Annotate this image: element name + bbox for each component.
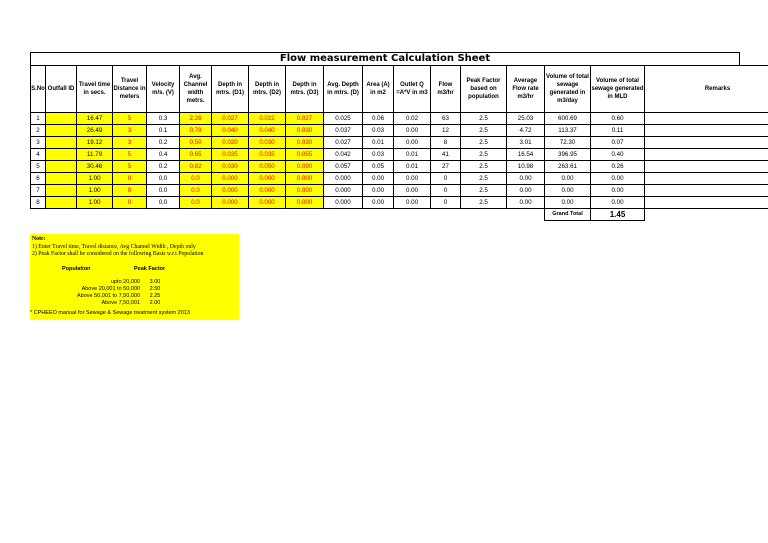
table-cell: 1 xyxy=(31,113,46,125)
table-cell xyxy=(645,173,768,185)
table-cell: 0.027 xyxy=(324,137,363,149)
population-header: Population xyxy=(62,266,91,272)
table-cell: 0.00 xyxy=(507,197,545,209)
column-header: Flow m3/hr xyxy=(431,66,461,113)
table-cell: 3 xyxy=(31,137,46,149)
note-line-2: 2) Peak Factor shall be considered on the following Basis w.r.t Population xyxy=(32,251,204,257)
table-cell[interactable]: 3 xyxy=(113,137,147,149)
empty-cell xyxy=(212,209,249,221)
empty-cell xyxy=(286,209,324,221)
table-cell[interactable]: 0.030 xyxy=(286,137,324,149)
table-cell: 0.4 xyxy=(147,149,180,161)
peak-factor-value: 2.00 xyxy=(149,300,161,306)
table-cell: 0.01 xyxy=(363,137,394,149)
flow-table xyxy=(30,65,768,221)
table-cell: 8 xyxy=(31,197,46,209)
table-cell: 0.11 xyxy=(591,125,645,137)
empty-cell xyxy=(147,209,180,221)
table-cell[interactable]: 0.0 xyxy=(180,173,212,185)
column-header: Area (A) in m2 xyxy=(363,66,394,113)
table-cell: 0.057 xyxy=(324,161,363,173)
table-cell: 2.5 xyxy=(461,137,507,149)
table-cell[interactable]: 5 xyxy=(113,161,147,173)
column-header: S.No xyxy=(31,66,46,113)
table-cell[interactable]: 1.00 xyxy=(77,173,113,185)
table-row xyxy=(31,197,768,209)
population-range: Above 20,001 to 50,000 xyxy=(81,286,140,292)
table-cell: 396.95 xyxy=(545,149,591,161)
table-cell[interactable]: 0.000 xyxy=(286,197,324,209)
table-row xyxy=(31,149,768,161)
table-cell[interactable]: 5 xyxy=(113,149,147,161)
table-cell: 0.40 xyxy=(591,149,645,161)
table-cell[interactable]: 0.000 xyxy=(249,185,286,197)
table-cell[interactable]: 0.000 xyxy=(249,173,286,185)
peak-factor-value: 2.25 xyxy=(149,293,161,299)
empty-cell xyxy=(645,209,768,221)
table-cell: 6 xyxy=(31,173,46,185)
table-row xyxy=(31,113,768,125)
sheet-title: Flow measurement Calculation Sheet xyxy=(30,52,740,66)
peak-factor-value: 2.50 xyxy=(149,286,161,292)
population-range: Above 50,001 to 7,50,000 xyxy=(77,293,140,299)
table-cell[interactable]: 0.040 xyxy=(249,125,286,137)
table-cell[interactable]: 1.00 xyxy=(77,197,113,209)
table-cell: 0.00 xyxy=(394,173,431,185)
column-header: Average Flow rate m3/hr xyxy=(507,66,545,113)
table-cell[interactable]: 0.030 xyxy=(249,137,286,149)
table-cell xyxy=(645,161,768,173)
column-header: Travel Distance in meters xyxy=(113,66,147,113)
table-cell: 0.01 xyxy=(394,149,431,161)
table-cell xyxy=(645,197,768,209)
table-cell xyxy=(645,125,768,137)
table-cell: 0.1 xyxy=(147,125,180,137)
table-cell: 600.69 xyxy=(545,113,591,125)
table-cell: 0.0 xyxy=(147,197,180,209)
table-cell[interactable] xyxy=(46,161,77,173)
table-cell: 0.3 xyxy=(147,113,180,125)
table-cell: 0.2 xyxy=(147,137,180,149)
table-cell[interactable]: 0.000 xyxy=(212,173,249,185)
column-header: Depth in mtrs. (D2) xyxy=(249,66,286,113)
table-cell: 0.00 xyxy=(545,185,591,197)
empty-cell xyxy=(180,209,212,221)
table-cell[interactable] xyxy=(46,173,77,185)
table-cell[interactable] xyxy=(46,125,77,137)
table-cell xyxy=(645,137,768,149)
population-range: Above 7,50,001 xyxy=(101,300,140,306)
table-cell: 0.2 xyxy=(147,161,180,173)
table-cell: 0.00 xyxy=(394,125,431,137)
table-cell[interactable]: 0.82 xyxy=(180,161,212,173)
table-cell: 27 xyxy=(431,161,461,173)
table-cell[interactable]: 0.000 xyxy=(286,173,324,185)
table-cell[interactable]: 0 xyxy=(113,185,147,197)
table-cell: 263.61 xyxy=(545,161,591,173)
empty-cell xyxy=(324,209,363,221)
table-cell: 2.5 xyxy=(461,113,507,125)
table-cell: 0.00 xyxy=(394,197,431,209)
table-cell: 0.00 xyxy=(507,185,545,197)
empty-cell xyxy=(249,209,286,221)
table-cell[interactable]: 0.0 xyxy=(180,185,212,197)
table-cell: 4.72 xyxy=(507,125,545,137)
table-cell[interactable] xyxy=(46,113,77,125)
table-cell: 0.00 xyxy=(591,173,645,185)
table-cell[interactable]: 0.000 xyxy=(212,197,249,209)
table-cell[interactable]: 0.030 xyxy=(212,161,249,173)
column-header: Velocity m/s. (V) xyxy=(147,66,180,113)
table-cell: 10.98 xyxy=(507,161,545,173)
table-cell: 0.0 xyxy=(147,173,180,185)
column-header: Volume of total sewage generated in m3/day xyxy=(545,66,591,113)
table-cell[interactable] xyxy=(46,197,77,209)
table-cell[interactable]: 0.035 xyxy=(249,149,286,161)
table-cell: 0.03 xyxy=(363,125,394,137)
grand-total-value: 1.45 xyxy=(591,209,645,221)
table-cell[interactable] xyxy=(46,149,77,161)
table-cell xyxy=(645,185,768,197)
column-header: Remarks xyxy=(645,66,768,113)
table-cell: 0 xyxy=(431,197,461,209)
table-cell: 8 xyxy=(431,137,461,149)
table-cell[interactable]: 0 xyxy=(113,197,147,209)
table-cell: 2.5 xyxy=(461,185,507,197)
table-cell: 0.00 xyxy=(394,185,431,197)
column-header: Outfall ID xyxy=(46,66,77,113)
table-cell[interactable]: 19.12 xyxy=(77,137,113,149)
table-cell[interactable] xyxy=(46,185,77,197)
table-cell: 2 xyxy=(31,125,46,137)
table-cell: 4 xyxy=(31,149,46,161)
table-cell[interactable]: 0.022 xyxy=(249,113,286,125)
table-cell: 0.0 xyxy=(147,185,180,197)
table-cell: 2.5 xyxy=(461,149,507,161)
table-row xyxy=(31,173,768,185)
column-header: Travel time in secs. xyxy=(77,66,113,113)
table-cell: 3.01 xyxy=(507,137,545,149)
table-cell: 113.37 xyxy=(545,125,591,137)
table-cell: 0.00 xyxy=(363,185,394,197)
empty-cell xyxy=(46,209,77,221)
grand-total-label: Grand Total xyxy=(545,209,591,221)
table-cell: 0.07 xyxy=(591,137,645,149)
empty-cell xyxy=(77,209,113,221)
table-row xyxy=(31,185,768,197)
table-cell[interactable]: 0.000 xyxy=(249,197,286,209)
table-cell[interactable]: 0.090 xyxy=(286,161,324,173)
table-cell[interactable]: 11.79 xyxy=(77,149,113,161)
empty-cell xyxy=(507,209,545,221)
table-cell: 5 xyxy=(31,161,46,173)
table-cell[interactable]: 0.79 xyxy=(180,125,212,137)
column-header: Depth in mtrs. (D1) xyxy=(212,66,249,113)
table-cell[interactable]: 0.000 xyxy=(212,185,249,197)
column-header: Peak Factor based on population xyxy=(461,66,507,113)
table-cell[interactable]: 26.49 xyxy=(77,125,113,137)
peak-factor-value: 3.00 xyxy=(149,279,161,285)
table-cell: 0.01 xyxy=(394,161,431,173)
column-header: Avg. Depth in mtrs. (D) xyxy=(324,66,363,113)
table-cell: 7 xyxy=(31,185,46,197)
note-title: Note: xyxy=(32,236,46,242)
table-cell[interactable]: 0.020 xyxy=(212,137,249,149)
empty-cell xyxy=(363,209,394,221)
table-cell: 0.00 xyxy=(363,197,394,209)
table-cell: 0 xyxy=(431,185,461,197)
table-cell: 72.30 xyxy=(545,137,591,149)
table-row xyxy=(31,125,768,137)
table-cell: 41 xyxy=(431,149,461,161)
table-cell: 0.03 xyxy=(363,149,394,161)
table-cell[interactable]: 0.030 xyxy=(286,125,324,137)
table-cell: 0.037 xyxy=(324,125,363,137)
table-cell xyxy=(645,149,768,161)
table-cell: 0.000 xyxy=(324,173,363,185)
table-cell[interactable] xyxy=(46,137,77,149)
column-header: Volume of total sewage generated in MLD xyxy=(591,66,645,113)
peak-factor-header: Peak Factor xyxy=(134,266,166,272)
grand-total-row xyxy=(31,209,768,221)
table-cell: 0.00 xyxy=(591,197,645,209)
table-cell[interactable]: 16.47 xyxy=(77,113,113,125)
table-cell: 0.00 xyxy=(363,173,394,185)
table-cell[interactable]: 30.46 xyxy=(77,161,113,173)
table-cell: 0.02 xyxy=(394,113,431,125)
table-cell[interactable]: 0.027 xyxy=(212,113,249,125)
table-cell xyxy=(645,113,768,125)
table-cell[interactable]: 5 xyxy=(113,113,147,125)
table-cell: 0.042 xyxy=(324,149,363,161)
table-cell: 0.00 xyxy=(545,197,591,209)
table-cell[interactable]: 1.00 xyxy=(77,185,113,197)
header-row xyxy=(31,66,768,113)
table-cell[interactable]: 0.050 xyxy=(249,161,286,173)
column-header: Outlet Q =A*V in m3 xyxy=(394,66,431,113)
table-cell: 2.5 xyxy=(461,161,507,173)
table-cell: 2.5 xyxy=(461,125,507,137)
table-cell[interactable]: 0 xyxy=(113,173,147,185)
table-cell[interactable]: 0.50 xyxy=(180,137,212,149)
table-cell: 0 xyxy=(431,173,461,185)
table-cell[interactable]: 0.000 xyxy=(286,185,324,197)
note-box xyxy=(30,234,239,320)
table-cell: 2.5 xyxy=(461,173,507,185)
table-row xyxy=(31,161,768,173)
table-cell: 63 xyxy=(431,113,461,125)
table-cell[interactable]: 0.027 xyxy=(286,113,324,125)
empty-cell xyxy=(461,209,507,221)
table-cell[interactable]: 0.65 xyxy=(180,149,212,161)
table-cell[interactable]: 0.040 xyxy=(212,125,249,137)
table-cell: 0.26 xyxy=(591,161,645,173)
table-cell: 16.54 xyxy=(507,149,545,161)
table-cell: 0.60 xyxy=(591,113,645,125)
empty-cell xyxy=(431,209,461,221)
table-cell[interactable]: 0.0 xyxy=(180,197,212,209)
table-row xyxy=(31,137,768,149)
table-cell: 0.000 xyxy=(324,197,363,209)
table-cell: 0.025 xyxy=(324,113,363,125)
note-footer: * CPHEEO manual for Sewage & Sewage treatment system 2013 xyxy=(30,310,190,316)
population-range: upto 20,000 xyxy=(110,279,140,285)
table-cell: 25.03 xyxy=(507,113,545,125)
table-cell[interactable]: 2.26 xyxy=(180,113,212,125)
table-cell: 0.00 xyxy=(507,173,545,185)
empty-cell xyxy=(113,209,147,221)
table-cell: 0.05 xyxy=(363,161,394,173)
empty-cell xyxy=(31,209,46,221)
column-header: Depth in mtrs. (D3) xyxy=(286,66,324,113)
table-cell: 0.00 xyxy=(545,173,591,185)
table-cell: 0.000 xyxy=(324,185,363,197)
note-line-1: 1) Enter Travel time, Travel distance, Avg Channel Width , Depth only xyxy=(32,244,196,250)
table-cell[interactable]: 0.035 xyxy=(212,149,249,161)
table-cell: 2.5 xyxy=(461,197,507,209)
table-cell: 0.00 xyxy=(591,185,645,197)
empty-cell xyxy=(394,209,431,221)
table-cell[interactable]: 0.055 xyxy=(286,149,324,161)
table-cell: 0.00 xyxy=(394,137,431,149)
table-cell: 12 xyxy=(431,125,461,137)
column-header: Avg. Channel width metrs. xyxy=(180,66,212,113)
table-cell[interactable]: 3 xyxy=(113,125,147,137)
table-cell: 0.06 xyxy=(363,113,394,125)
